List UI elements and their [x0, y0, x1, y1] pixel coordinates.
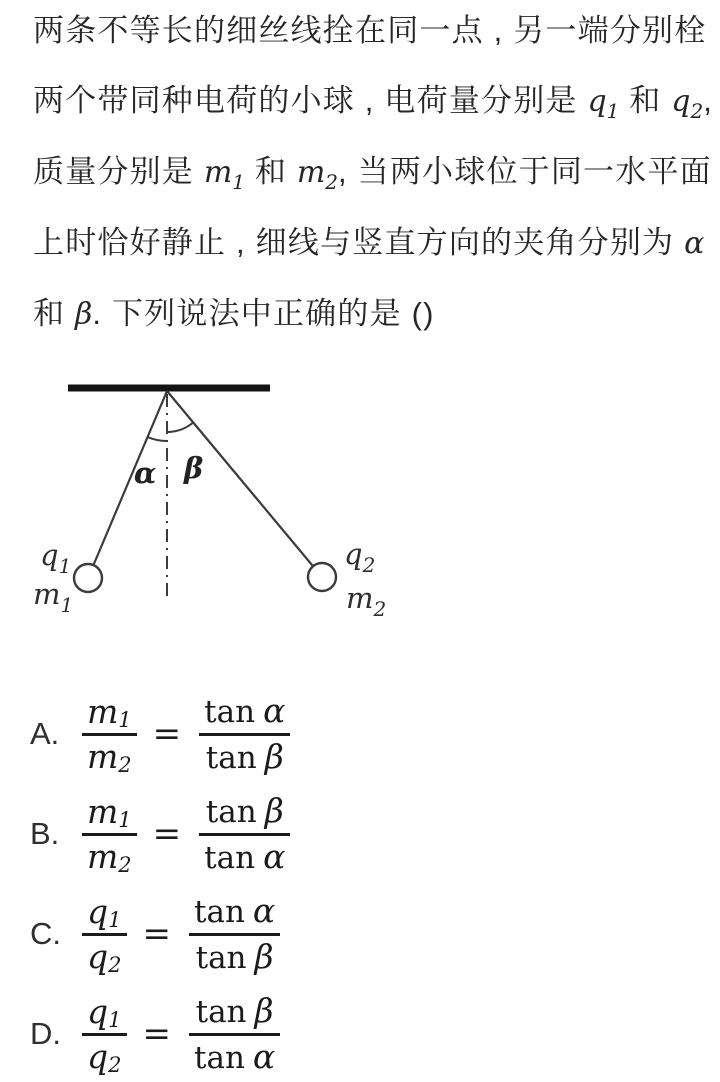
mass-symbol-m1: m: [203, 155, 233, 190]
charge-symbol-q1: q: [587, 84, 607, 119]
m1-sub: 1: [60, 593, 74, 617]
fraction-bar: [82, 1033, 127, 1036]
statement-text: 两个带同种电荷的小球 , 电荷量分别是: [33, 83, 588, 118]
m2-var: m: [346, 581, 374, 615]
tan-function: tan: [205, 794, 257, 831]
fraction-bar: [189, 933, 280, 936]
q1-sub: 1: [58, 554, 72, 578]
pendulum-diagram: [0, 358, 420, 620]
pendulum-diagram-svg: [0, 358, 420, 620]
fraction-numerator: [82, 991, 127, 1033]
ball-left: [74, 564, 102, 592]
subscript: 1: [118, 808, 132, 833]
statement-text: , 当两小球位于同一水平面: [338, 154, 712, 189]
statement-text: . 下列说法中正确的是 (): [92, 296, 435, 331]
tan-function: tan: [194, 1039, 245, 1076]
statement-text: 和: [619, 83, 672, 118]
fraction-denominator: [82, 736, 137, 777]
option-d: [30, 986, 280, 1082]
var: q: [87, 991, 109, 1031]
fraction-bar: [189, 1033, 280, 1036]
var: q: [87, 936, 109, 976]
option-c-rhs-fraction: [189, 893, 280, 975]
m1-var: m: [33, 577, 61, 611]
fraction-numerator: [82, 891, 127, 933]
beta-symbol: β: [75, 297, 93, 332]
option-a-label: A.: [30, 716, 60, 751]
var: m: [87, 791, 119, 831]
fraction-numerator: [201, 793, 289, 829]
var: m: [87, 691, 119, 731]
subscript: 2: [108, 952, 122, 977]
statement-line-2: [33, 66, 714, 137]
equals-sign: =: [142, 914, 171, 954]
greek-arg: β: [254, 936, 274, 976]
fraction-numerator: [82, 691, 137, 733]
option-b: [30, 786, 290, 882]
alpha-label: α: [134, 456, 157, 490]
equals-sign: =: [142, 1014, 171, 1054]
greek-arg: α: [252, 1036, 276, 1076]
alpha-symbol: α: [684, 226, 705, 261]
fraction-numerator: [191, 993, 279, 1029]
statement-text: 质量分别是: [33, 154, 204, 189]
subscript: 2: [108, 1052, 122, 1077]
angle-arc-beta: [167, 423, 193, 433]
equals-sign: =: [152, 714, 182, 754]
option-d-rhs-fraction: [189, 993, 280, 1075]
option-c: [30, 886, 280, 982]
q2-label: [344, 537, 375, 577]
subscript: 2: [325, 170, 339, 195]
q2-var: q: [344, 537, 363, 571]
option-b-rhs-fraction: [199, 793, 290, 875]
m1-label: [33, 577, 73, 617]
subscript: 2: [118, 752, 132, 777]
tan-function: tan: [204, 839, 256, 876]
subscript: 1: [118, 708, 132, 733]
mass-symbol-m2: m: [296, 155, 326, 190]
fraction-bar: [199, 733, 290, 736]
fraction-denominator: [199, 836, 290, 876]
statement-text: ,: [703, 83, 714, 118]
tan-function: tan: [205, 739, 257, 776]
var: m: [87, 836, 119, 876]
option-d-lhs-fraction: [82, 991, 127, 1077]
subscript: 1: [232, 170, 245, 195]
m2-label: [346, 581, 386, 620]
fraction-denominator: [82, 836, 137, 877]
subscript: 1: [108, 908, 122, 933]
q2-sub: 2: [362, 553, 376, 577]
option-c-label: C.: [30, 916, 61, 951]
statement-line-1: [33, 0, 707, 66]
greek-arg: β: [264, 791, 284, 831]
fraction-bar: [82, 933, 127, 936]
option-a-rhs-fraction: [199, 693, 290, 775]
fraction-denominator: [82, 1036, 127, 1077]
fraction-denominator: [82, 936, 127, 977]
greek-arg: α: [252, 891, 276, 931]
statement-text: 两条不等长的细丝线拴在同一点 , 另一端分别栓: [33, 13, 707, 48]
subscript: 2: [118, 852, 132, 877]
greek-arg: β: [254, 991, 274, 1031]
problem-statement: [33, 0, 714, 350]
tan-function: tan: [204, 694, 256, 731]
option-a: [30, 686, 290, 782]
ball-right: [308, 563, 336, 591]
charge-symbol-q2: q: [671, 84, 691, 119]
statement-line-4: [33, 208, 707, 279]
subscript: 1: [606, 99, 620, 124]
fraction-bar: [82, 833, 137, 836]
var: q: [87, 891, 109, 931]
tan-function: tan: [195, 939, 247, 976]
var: q: [87, 1036, 109, 1076]
statement-text: 和: [33, 296, 76, 331]
q1-var: q: [40, 538, 59, 572]
fraction-denominator: [201, 736, 289, 776]
greek-arg: α: [263, 836, 286, 876]
angle-arc-alpha: [148, 437, 168, 441]
fraction-denominator: [189, 1036, 280, 1076]
option-c-lhs-fraction: [82, 891, 127, 977]
beta-label: β: [184, 451, 204, 485]
subscript: 1: [108, 1008, 122, 1033]
statement-text: 上时恰好静止 , 细线与竖直方向的夹角分别为: [33, 225, 685, 260]
statement-line-3: [33, 137, 712, 208]
option-d-label: D.: [30, 1016, 61, 1051]
tan-function: tan: [195, 994, 247, 1031]
m2-sub: 2: [373, 597, 387, 620]
fraction-bar: [199, 833, 290, 836]
statement-line-5: [33, 279, 707, 350]
option-b-lhs-fraction: [82, 791, 137, 877]
fraction-numerator: [189, 893, 280, 929]
fraction-numerator: [82, 791, 137, 833]
greek-arg: β: [264, 736, 284, 776]
fraction-bar: [82, 733, 137, 736]
q1-label: [40, 538, 71, 578]
var: m: [87, 736, 119, 776]
tan-function: tan: [194, 894, 245, 931]
subscript: 2: [690, 99, 704, 124]
fraction-denominator: [191, 936, 279, 976]
equals-sign: =: [152, 814, 182, 854]
greek-arg: α: [263, 691, 286, 731]
statement-text: 和: [245, 154, 297, 189]
option-a-lhs-fraction: [82, 691, 137, 777]
option-b-label: B.: [30, 816, 60, 851]
fraction-numerator: [199, 693, 290, 729]
